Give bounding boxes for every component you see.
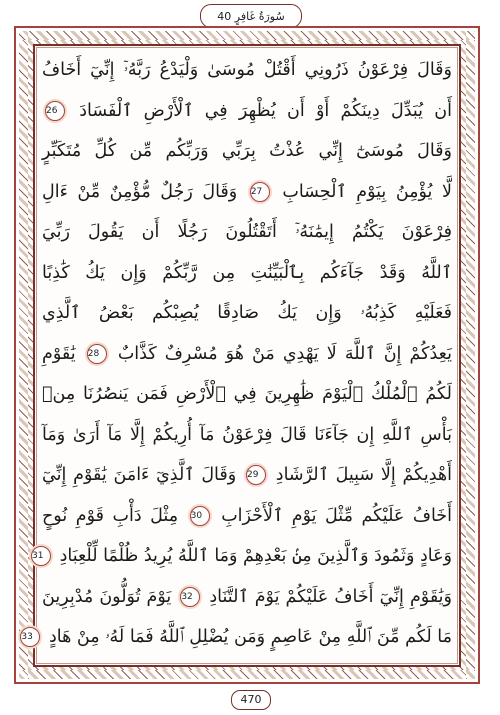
verse-text: وَقَالَ فِرْعَوْنُ ذَرُونِي أَقْتُلْ مُوسَىٰ وَلْيَدْعُ رَبَّهُۥٓ إِنِّيٓ أَخَافُ [42,60,452,80]
text-line [32,538,452,574]
verse-text: لَّا يُؤْمِنُ بِيَوْمِ ٱلْحِسَابِ [282,181,452,202]
verse-text: وَيَٰقَوْمِ إِنِّيٓ أَخَافُ عَلَيْكُمْ يَوْمَ ٱلتَّنَادِ [209,586,452,607]
verse-text: بَأْسِ ٱللَّهِ إِن جَآءَنَا قَالَ فِرْعَوْنُ مَآ أُرِيكُمْ إِلَّا مَآ أَرَىٰ وَمَآ [42,424,452,445]
ayah-number-marker: 26 [45,101,65,121]
verse-text: ٱللَّهُ وَقَدْ جَآءَكُم بِٱلْبَيِّنَٰتِ مِن رَّبِّكُمْ وَإِن يَكُ كَٰذِبًا [42,262,452,283]
ayah-number-marker: 29 [246,465,266,485]
ayah-number-marker: 31 [31,546,51,566]
surah-name-badge: سُورَةُ غَافِرٍ 40 [200,4,302,28]
text-line [42,295,452,331]
text-line [21,619,452,655]
text-line [42,93,452,129]
text-line [42,52,452,88]
verse-text: وَقَالَ ٱلَّذِيٓ ءَامَنَ يَٰقَوْمِ إِنِّيٓ [42,465,237,485]
verse-text: فَعَلَيْهِ كَذِبُهُۥ وَإِن يَكُ صَادِقًا يُصِبْكُم بَعْضُ ٱلَّذِي [42,303,452,323]
verse-text: يَوْمَ تُوَلُّونَ مُدْبِرِينَ [42,586,172,607]
text-line [42,255,452,291]
text-line [42,579,452,615]
verse-text: أَهْدِيكُمْ إِلَّا سَبِيلَ ٱلرَّشَادِ [275,465,452,485]
verse-text: وَقَالَ مُوسَىٰٓ إِنِّي عُذْتُ بِرَبِّي وَرَبِّكُم مِّن كُلِّ مُتَكَبِّرٍ [42,141,452,161]
verse-text: يَعِدُكُمْ إِنَّ ٱللَّهَ لَا يَهْدِي مَنْ هُوَ مُسْرِفٌ كَذَّابٌ [117,343,452,364]
ayah-number-marker: 30 [190,506,210,526]
text-line [42,417,452,453]
text-line [42,336,452,372]
text-line [42,498,452,534]
verse-text: مَا لَكُم مِّنَ ٱللَّهِ مِنْ عَاصِمٍ وَمَن يُضْلِلِ ٱللَّهُ فَمَا لَهُۥ مِنْ هَادٍ [49,627,452,647]
ayah-number-marker: 33 [20,627,40,647]
quran-text-block [21,52,452,660]
text-line [42,214,452,250]
verse-text: وَعَادٍ وَثَمُودَ وَٱلَّذِينَ مِنۢ بَعْدِهِمْ وَمَا ٱللَّهُ يُرِيدُ ظُلْمًا لِّلْعِبَادِ [59,546,452,566]
verse-text: أَن يُبَدِّلَ دِينَكُمْ أَوْ أَن يُظْهِرَ فِي ٱلْأَرْضِ ٱلْفَسَادَ [79,100,452,121]
text-line [42,376,452,412]
page-number-badge: 470 [231,690,271,710]
verse-text: أَخَافُ عَلَيْكُم مِّثْلَ يَوْمِ ٱلْأَحْزَابِ [221,505,452,526]
text-line [42,174,452,210]
verse-text: يَٰقَوْمِ [42,343,76,364]
verse-text: مِثْلَ دَأْبِ قَوْمِ نُوحٍ [42,505,179,526]
ayah-number-marker: 27 [250,182,270,202]
ayah-number-marker: 32 [180,587,200,607]
verse-text: وَقَالَ رَجُلٌ مُّؤْمِنٌ مِّنْ ءَالِ [42,181,238,202]
text-line [42,457,452,493]
verse-text: لَكُمُ ٱلْمُلْكُ ٱلْيَوْمَ ظَٰهِرِينَ فِي ٱلْأَرْضِ فَمَن يَنصُرُنَا مِنۢ [42,384,452,404]
ayah-number-marker: 28 [87,344,107,364]
surah-header [200,4,300,28]
text-line [42,133,452,169]
verse-text: فِرْعَوْنَ يَكْتُمُ إِيمَٰنَهُۥٓ أَتَقْتُلُونَ رَجُلًا أَن يَقُولَ رَبِّيَ [42,222,452,242]
